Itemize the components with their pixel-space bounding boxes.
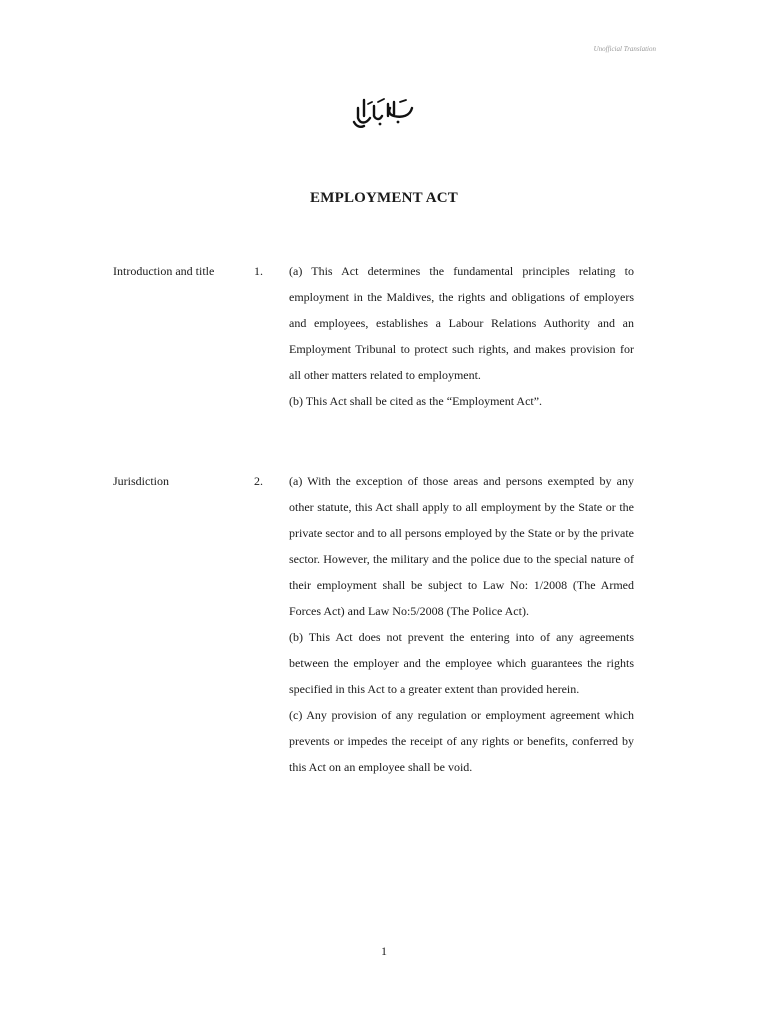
page-number: 1 [381, 944, 387, 958]
section-heading: Introduction and title [113, 264, 215, 278]
clause-2c: (c) Any provision of any regulation or employment agreement which prevents or impedes the receipt of any rights or benefits, conferred by this Act on an employee shall be void. [289, 708, 634, 774]
document-title: EMPLOYMENT ACT [310, 190, 458, 206]
unofficial-translation-note: Unofficial Translation [593, 45, 656, 53]
clause-2a: (a) With the exception of those areas and persons exempted by any other statute, this Act shall apply to all employment by the State or the private sector and to all persons employed by the State or by the private sector. However, the military and the police due to the special nature of their employment shall be subject to Law No: 1/2008 (The Armed Forces Act) and Law No:5/2008 (The Police Act). [289, 474, 634, 618]
section-body [289, 468, 634, 780]
bismillah-calligraphy [350, 96, 416, 130]
section-number: 2. [254, 474, 263, 488]
section-heading: Jurisdiction [113, 474, 169, 488]
clause-2b: (b) This Act does not prevent the entering into of any agreements between the employer and the employee which guarantees the rights specified in this Act to a greater extent than provided herein. [289, 630, 634, 696]
clause-1a: (a) This Act determines the fundamental principles relating to employment in the Maldives, the rights and obligations of employers and employees, establishes a Labour Relations Authority and an Employment Tribunal to protect such rights, and makes provision for all other matters related to employment. [289, 264, 634, 382]
section-number: 1. [254, 264, 263, 278]
clause-1b: (b) This Act shall be cited as the “Employment Act”. [289, 394, 543, 408]
section-body [289, 258, 634, 414]
